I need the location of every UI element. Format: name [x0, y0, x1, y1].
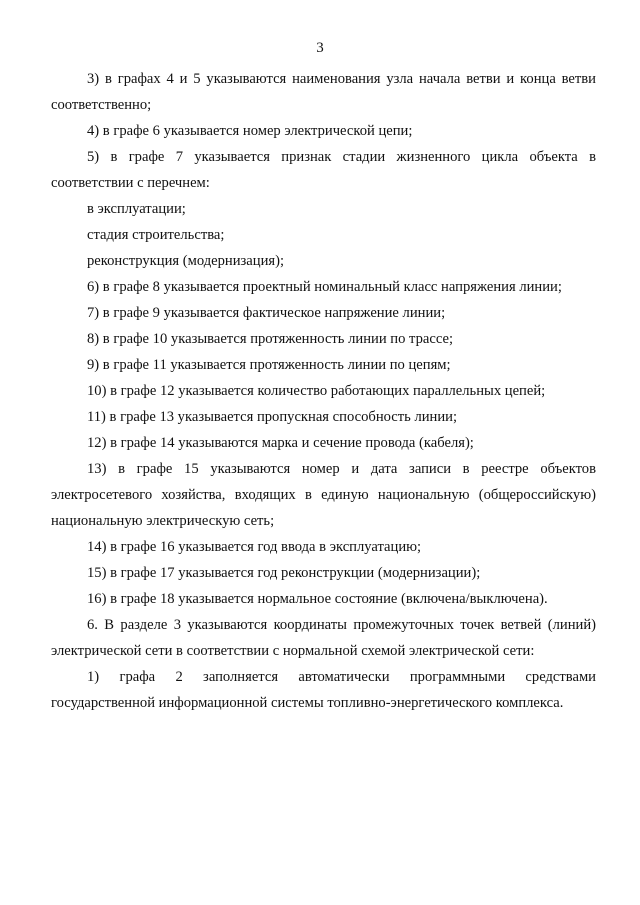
paragraph-item-16: 16) в графе 18 указывается нормальное состояние (включена/выключена).	[87, 591, 548, 607]
paragraph-item-12: 12) в графе 14 указываются марка и сечение провода (кабеля);	[87, 435, 474, 451]
paragraph-item-7: 7) в графе 9 указывается фактическое напряжение линии;	[87, 305, 446, 321]
paragraph-item-11: 11) в графе 13 указывается пропускная способность линии;	[87, 409, 458, 425]
paragraph-item-5: 5) в графе 7 указывается признак стадии жизненного цикла объекта в соответствии с перечнем:	[51, 149, 596, 191]
paragraph-item-3: 3) в графах 4 и 5 указываются наименования узла начала ветви и конца ветви соответственно;	[51, 71, 596, 113]
paragraph-item-13: 13) в графе 15 указываются номер и дата записи в реестре объектов электросетевого хозяйства, входящих в единую национальную (общероссийскую) национальную электрическую сеть;	[51, 461, 596, 529]
section-3-item-1: 1) графа 2 заполняется автоматически программными средствами государственной информационной системы топливно-энергетического комплекса.	[51, 669, 596, 711]
paragraph-item-6: 6) в графе 8 указывается проектный номинальный класс напряжения линии;	[87, 279, 562, 295]
list-item-reconstruction: реконструкция (модернизация);	[87, 253, 285, 269]
list-item-construction: стадия строительства;	[87, 227, 225, 243]
paragraph-item-4: 4) в графе 6 указывается номер электрической цепи;	[87, 123, 413, 139]
paragraph-item-15: 15) в графе 17 указывается год реконструкции (модернизации);	[87, 565, 481, 581]
paragraph-item-8: 8) в графе 10 указывается протяженность линии по трассе;	[87, 331, 454, 347]
paragraph-item-14: 14) в графе 16 указывается год ввода в эксплуатацию;	[87, 539, 422, 555]
document-body	[51, 66, 596, 716]
paragraph-item-9: 9) в графе 11 указывается протяженность линии по цепям;	[87, 357, 451, 373]
list-item-operation: в эксплуатации;	[87, 201, 186, 217]
page-number: 3	[316, 40, 324, 56]
paragraph-item-10: 10) в графе 12 указывается количество работающих параллельных цепей;	[87, 383, 546, 399]
section-3-paragraph: 6. В разделе 3 указываются координаты промежуточных точек ветвей (линий) электрической сети в соответствии с нормальной схемой электрической сети:	[51, 617, 596, 659]
